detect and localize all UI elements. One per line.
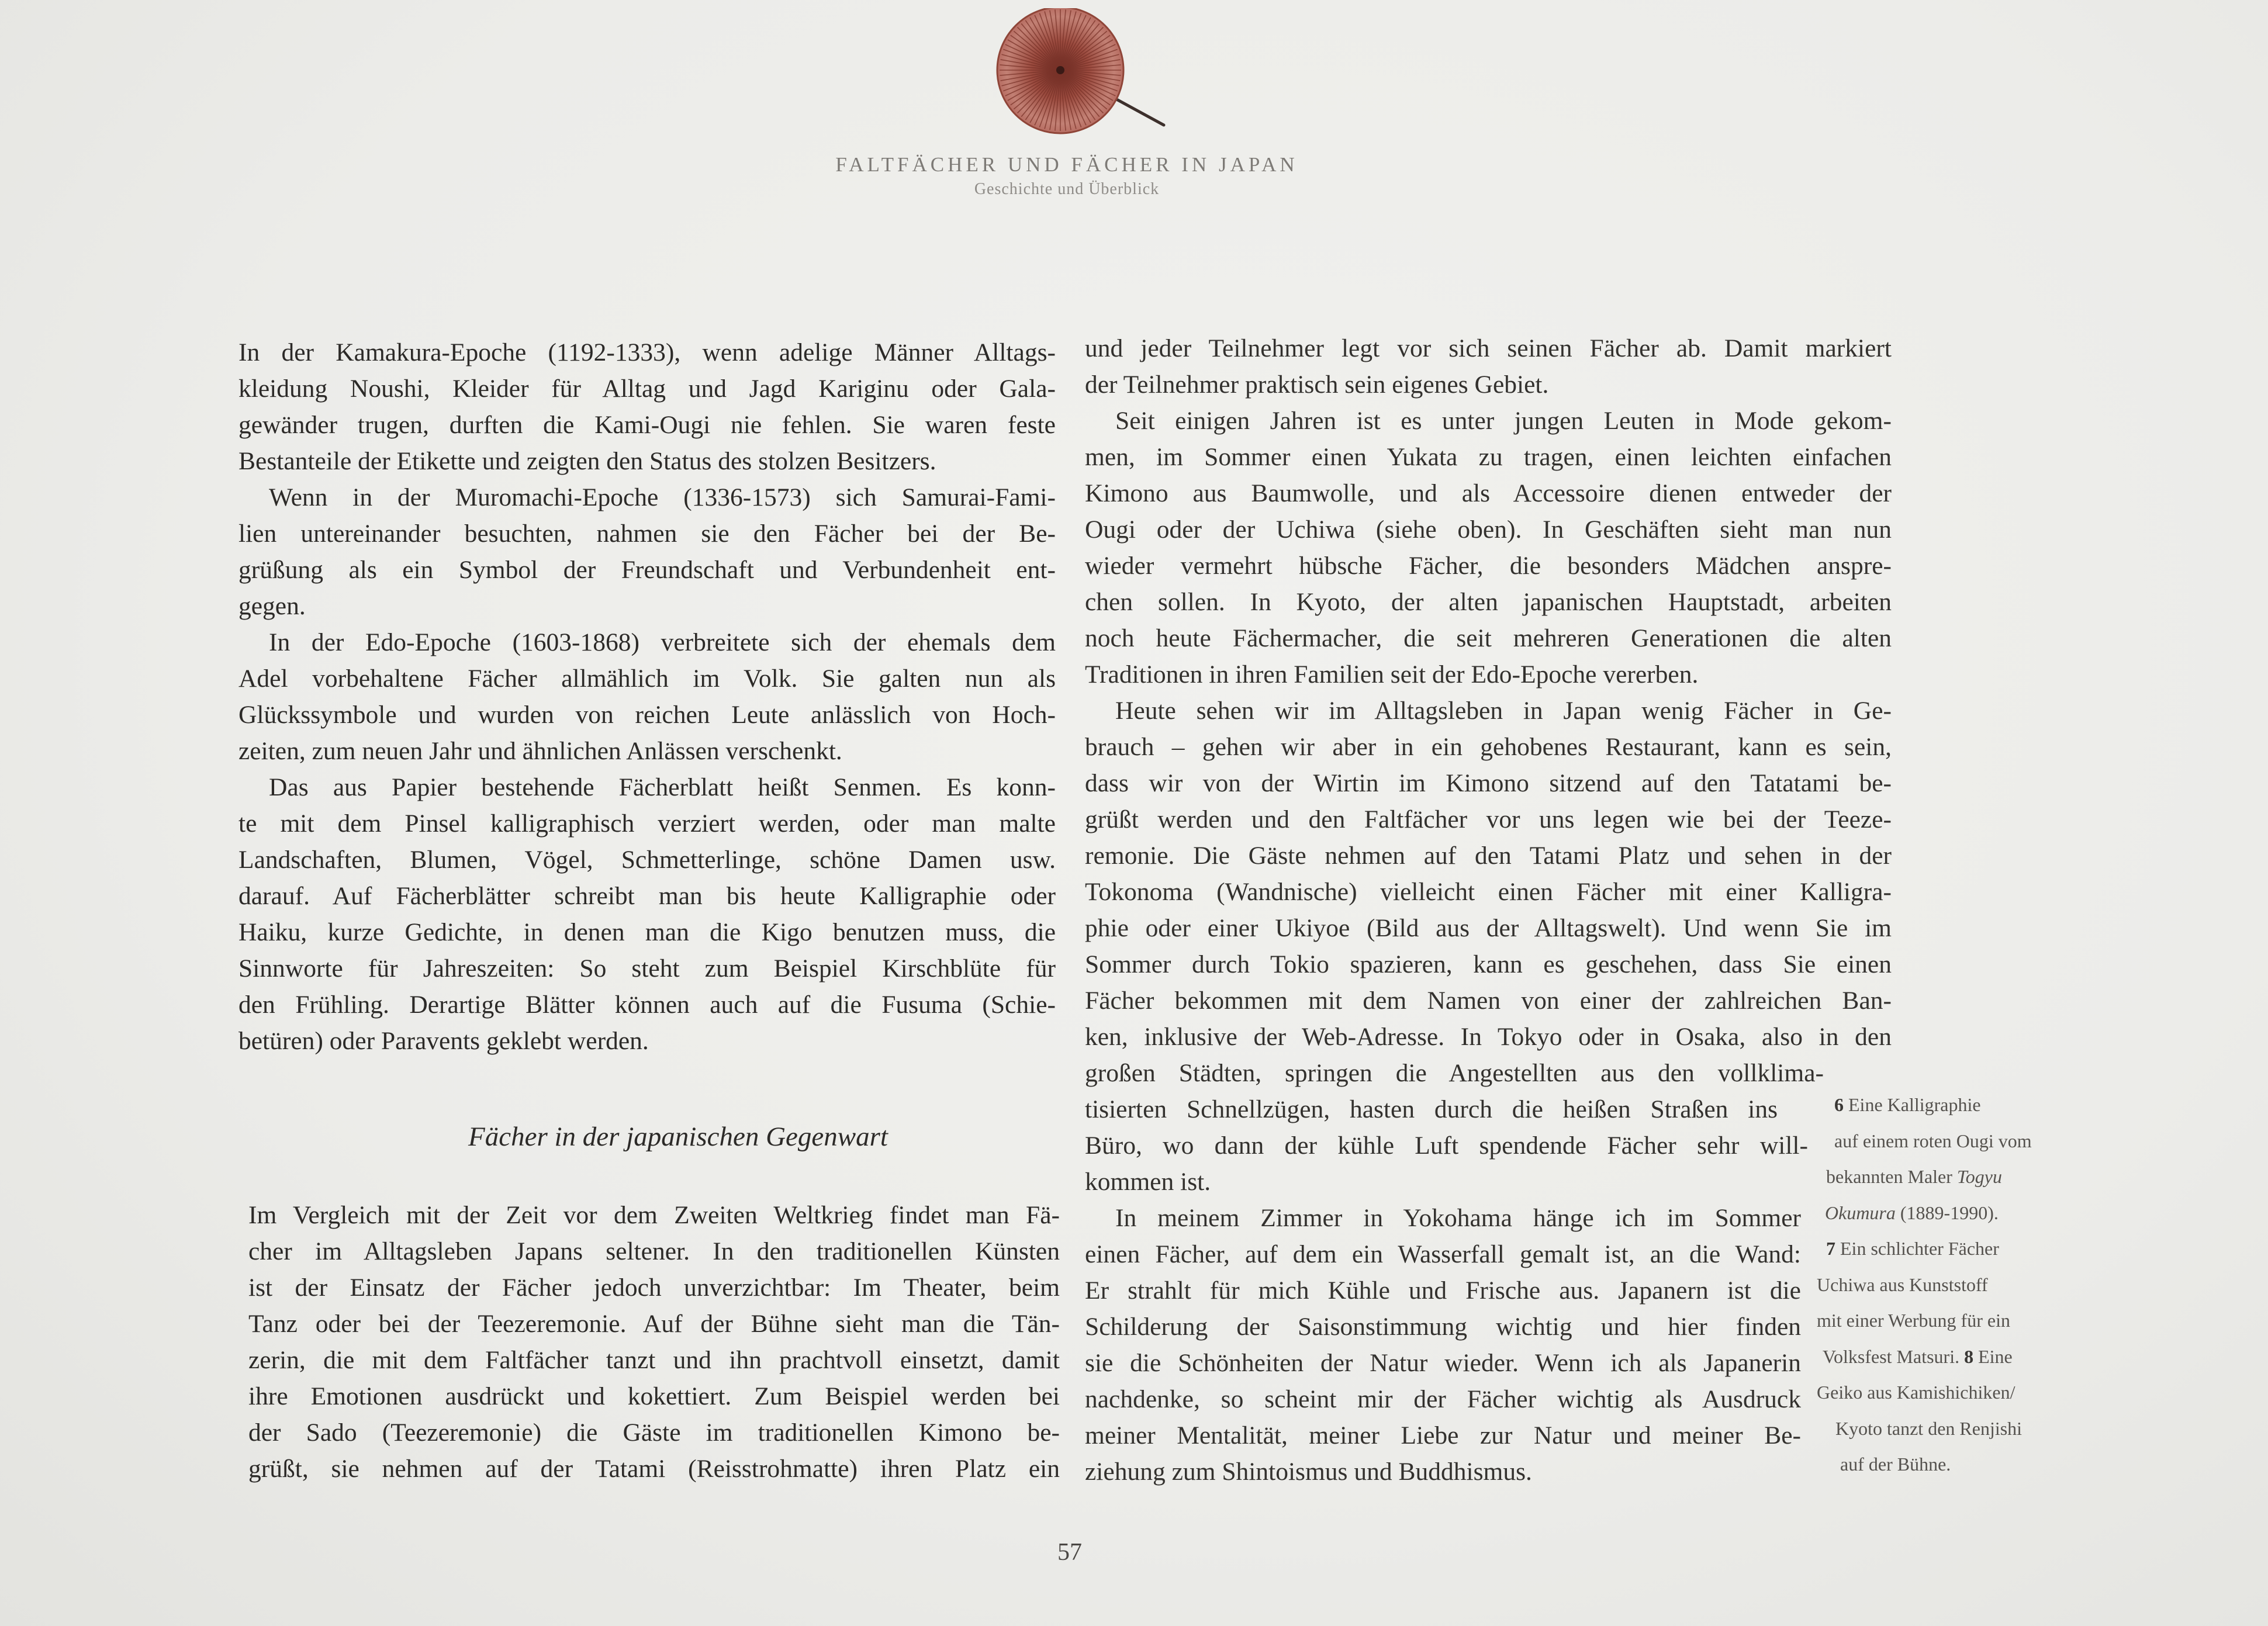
paragraph-muromachi <box>238 479 1056 624</box>
text-line: meiner Mentalität, meiner Liebe zur Natur und meiner Be- <box>1085 1421 1801 1449</box>
text-line: betüren) oder Paravents geklebt werden. <box>238 1027 649 1055</box>
text-line: kleidung Noushi, Kleider für Alltag und Jagd Kariginu oder Gala- <box>238 375 1056 403</box>
text-line: Im Vergleich mit der Zeit vor dem Zweiten Weltkrieg findet man Fä- <box>248 1201 1060 1229</box>
text-line: ihre Emotionen ausdrückt und kokettiert. Zum Beispiel werden bei <box>248 1382 1060 1410</box>
paragraph-yokohama <box>1085 1200 1892 1490</box>
caption-line <box>1817 1195 2097 1231</box>
text-line: Seit einigen Jahren ist es unter jungen Leuten in Mode gekom- <box>1115 407 1892 435</box>
text-line: brauch – gehen wir aber in ein gehobenes Restaurant, kann es sein, <box>1085 733 1892 761</box>
text-line: gegen. <box>238 592 306 620</box>
text-line: großen Städten, springen die Angestellten aus den vollklima- <box>1085 1059 1824 1087</box>
caption-line: Geiko aus Kamishichiken/ <box>1817 1382 2015 1403</box>
text-line: Adel vorbehaltene Fächer allmählich im Volk. Sie galten nun als <box>238 665 1056 693</box>
paragraph-yukata <box>1085 403 1892 693</box>
uchiwa-fan-icon <box>986 8 1173 137</box>
text-line: In der Kamakura-Epoche (1192-1333), wenn adelige Männer Alltags- <box>238 338 1056 366</box>
paragraph-gegenwart <box>248 1197 1060 1487</box>
text-line: noch heute Fächermacher, die seit mehreren Generationen die alten <box>1085 624 1892 652</box>
text-line: sie die Schönheiten der Natur wieder. Wenn ich als Japanerin <box>1085 1349 1801 1377</box>
text-line: Wenn in der Muromachi-Epoche (1336-1573) sich Samurai-Fami- <box>269 483 1056 511</box>
text-line: Landschaften, Blumen, Vögel, Schmetterlinge, schöne Damen usw. <box>238 846 1056 874</box>
figure-number: 8 <box>1964 1345 1974 1367</box>
text-line: grüßt, sie nehmen auf der Tatami (Reisstrohmatte) ihren Platz ein <box>248 1455 1060 1483</box>
text-line: Fächer bekommen mit dem Namen von einer der zahlreichen Ban- <box>1085 987 1892 1015</box>
text-line: nachdenke, so scheint mir der Fächer wichtig als Ausdruck <box>1085 1385 1801 1413</box>
caption-text: Volksfest Matsuri. <box>1823 1345 1965 1367</box>
caption-text: (1889-1990). <box>1895 1202 1999 1223</box>
caption-line: Kyoto tanzt den Renjishi <box>1835 1417 2022 1439</box>
text-line: remonie. Die Gäste nehmen auf den Tatami Platz und sehen in der <box>1085 842 1892 870</box>
running-head-subtitle: Geschichte und Überblick <box>974 180 1160 198</box>
text-line: der Sado (Teezeremonie) die Gäste im traditionellen Kimono be- <box>248 1419 1060 1447</box>
figure-caption <box>1817 1087 2097 1483</box>
paragraph-continuation <box>1085 330 1892 403</box>
text-line: zeiten, zum neuen Jahr und ähnlichen Anlässen verschenkt. <box>238 737 842 765</box>
text-line: men, im Sommer einen Yukata zu tragen, einen leichten einfachen <box>1085 443 1892 471</box>
running-head-title: FALTFÄCHER UND FÄCHER IN JAPAN <box>835 153 1298 176</box>
text-line: In meinem Zimmer in Yokohama hänge ich im Sommer <box>1115 1204 1801 1232</box>
text-line: chen sollen. In Kyoto, der alten japanischen Hauptstadt, arbeiten <box>1085 588 1892 616</box>
text-line: wieder vermehrt hübsche Fächer, die besonders Mädchen anspre- <box>1085 552 1892 580</box>
text-line: cher im Alltagsleben Japans seltener. In den traditionellen Künsten <box>248 1237 1060 1265</box>
caption-text: Togyu <box>1956 1166 2002 1187</box>
caption-text: Eine <box>1973 1345 2013 1367</box>
text-line: der Teilnehmer praktisch sein eigenes Gebiet. <box>1085 371 1549 399</box>
text-line: Sinnworte für Jahreszeiten: So steht zum Beispiel Kirschblüte für <box>238 954 1056 982</box>
text-line: ist der Einsatz der Fächer jedoch unverzichtbar: Im Theater, beim <box>248 1274 1060 1302</box>
paragraph-kamakura <box>238 334 1056 479</box>
text-line: Kimono aus Baumwolle, und als Accessoire dienen entweder der <box>1085 479 1892 507</box>
text-line: Haiku, kurze Gedichte, in denen man die Kigo benutzen muss, die <box>238 918 1056 946</box>
text-line: Sommer durch Tokio spazieren, kann es geschehen, dass Sie einen <box>1085 950 1892 978</box>
text-line: te mit dem Pinsel kalligraphisch verziert werden, oder man malte <box>238 809 1056 838</box>
left-column-section-body <box>248 1197 1060 1487</box>
caption-line <box>1817 1339 2097 1375</box>
text-line: den Frühling. Derartige Blätter können auch auf die Fusuma (Schie- <box>238 991 1056 1019</box>
paragraph-senmen <box>238 769 1056 1059</box>
caption-line: Uchiwa aus Kunststoff <box>1817 1274 1988 1295</box>
text-line: darauf. Auf Fächerblätter schreibt man bis heute Kalligraphie oder <box>238 882 1056 910</box>
text-line: Heute sehen wir im Alltagsleben in Japan wenig Fächer in Ge- <box>1115 697 1892 725</box>
text-line: Tokonoma (Wandnische) vielleicht einen Fächer mit einer Kalligra- <box>1085 878 1892 906</box>
paragraph-alltagsleben <box>1085 693 1892 1200</box>
caption-text: Eine Kalligraphie <box>1848 1094 1981 1115</box>
text-line: grüßt werden und den Faltfächer vor uns legen wie bei der Teeze- <box>1085 805 1892 833</box>
text-line: Büro, wo dann der kühle Luft spendende Fächer sehr will- <box>1085 1132 1808 1160</box>
caption-line <box>1817 1159 2097 1195</box>
text-line: In der Edo-Epoche (1603-1868) verbreitete sich der ehemals dem <box>269 628 1056 656</box>
caption-line: mit einer Werbung für ein <box>1817 1310 2010 1331</box>
text-line: kommen ist. <box>1085 1168 1211 1196</box>
caption-line: auf der Bühne. <box>1840 1454 1951 1475</box>
text-line: gewänder trugen, durften die Kami-Ougi nie fehlen. Sie waren feste <box>238 411 1056 439</box>
text-line: ziehung zum Shintoismus und Buddhismus. <box>1085 1458 1532 1486</box>
caption-text: Okumura <box>1825 1202 1896 1223</box>
left-column-body <box>238 334 1056 1059</box>
text-line: Das aus Papier bestehende Fächerblatt heißt Senmen. Es konn- <box>269 773 1056 801</box>
text-line: Glückssymbole und wurden von reichen Leute anlässlich von Hoch- <box>238 701 1056 729</box>
right-column-body <box>1085 330 1892 1490</box>
caption-text: Ein schlichter Fächer <box>1840 1238 1999 1259</box>
section-heading: Fächer in der japanischen Gegenwart <box>468 1122 888 1152</box>
text-line: Ougi oder der Uchiwa (siehe oben). In Geschäften sieht man nun <box>1085 516 1892 544</box>
figure-number: 7 <box>1826 1238 1835 1259</box>
text-line: Bestanteile der Etikette und zeigten den Status des stolzen Besitzers. <box>238 447 936 475</box>
caption-line <box>1817 1087 2097 1123</box>
text-line: Tanz oder bei der Teezeremonie. Auf der Bühne sieht man die Tän- <box>248 1310 1060 1338</box>
text-line: und jeder Teilnehmer legt vor sich seinen Fächer ab. Damit markiert <box>1085 334 1892 362</box>
text-line: phie oder einer Ukiyoe (Bild aus der Alltagswelt). Und wenn Sie im <box>1085 914 1892 942</box>
text-line: Er strahlt für mich Kühle und Frische aus. Japanern ist die <box>1085 1276 1801 1305</box>
page-number: 57 <box>1057 1539 1082 1566</box>
paragraph-edo <box>238 624 1056 769</box>
text-line: lien untereinander besuchten, nahmen sie den Fächer bei der Be- <box>238 520 1056 548</box>
caption-line <box>1817 1231 2097 1267</box>
text-line: zerin, die mit dem Faltfächer tanzt und ihn prachtvoll einsetzt, damit <box>248 1346 1060 1374</box>
caption-text: bekannten Maler <box>1826 1166 1957 1187</box>
text-line: grüßung als ein Symbol der Freundschaft und Verbundenheit ent- <box>238 556 1056 584</box>
text-line: Traditionen in ihren Familien seit der Edo-Epoche vererben. <box>1085 660 1699 689</box>
text-line: ken, inklusive der Web-Adresse. In Tokyo oder in Osaka, also in den <box>1085 1023 1892 1051</box>
text-line: tisierten Schnellzügen, hasten durch die heißen Straßen ins <box>1085 1095 1778 1123</box>
caption-line: auf einem roten Ougi vom <box>1834 1130 2032 1151</box>
text-line: dass wir von der Wirtin im Kimono sitzend auf den Tatatami be- <box>1085 769 1892 797</box>
figure-number: 6 <box>1834 1094 1844 1115</box>
text-line: Schilderung der Saisonstimmung wichtig und hier finden <box>1085 1313 1801 1341</box>
text-line: einen Fächer, auf dem ein Wasserfall gemalt ist, an die Wand: <box>1085 1240 1801 1268</box>
